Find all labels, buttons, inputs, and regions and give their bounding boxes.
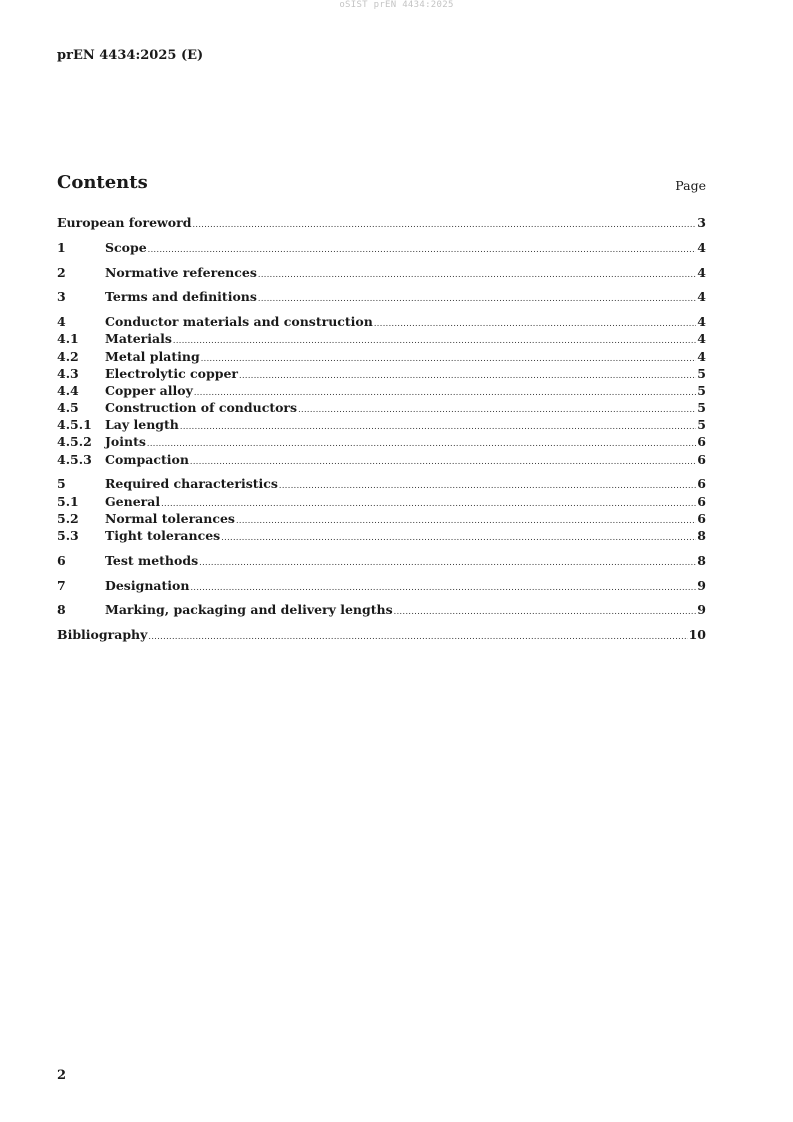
toc-leader-dots: [148, 632, 687, 641]
toc-entry-page: 4: [697, 348, 706, 364]
toc-entry[interactable]: [57, 215, 706, 232]
toc-entry[interactable]: [57, 511, 706, 528]
toc-entry[interactable]: [57, 383, 706, 400]
toc-entry[interactable]: [57, 417, 706, 434]
toc-leader-dots: [201, 354, 697, 363]
toc-entry[interactable]: [57, 627, 706, 644]
toc-entry[interactable]: [57, 240, 706, 257]
toc-entry-page: 4: [697, 239, 706, 255]
toc-leader-dots: [147, 439, 696, 448]
toc-entry-title: General: [105, 493, 161, 509]
toc-entry-page: 4: [697, 264, 706, 280]
toc-entry-page: 4: [697, 289, 706, 305]
page-column-label: Page: [675, 178, 706, 193]
toc-entry[interactable]: [57, 476, 706, 493]
toc-entry-number: 4.1: [57, 331, 79, 347]
toc-entry-title: European foreword: [57, 215, 192, 230]
toc-entry-page: 6: [697, 510, 706, 526]
toc-entry-number: 3: [57, 289, 66, 305]
toc-entry-page: 8: [697, 527, 706, 543]
toc-leader-dots: [180, 422, 696, 431]
toc-leader-dots: [221, 533, 696, 542]
contents-header: [57, 172, 706, 198]
toc-leader-dots: [190, 583, 696, 592]
toc-leader-dots: [394, 607, 697, 616]
toc-entry-page: 10: [688, 627, 706, 643]
table-of-contents: [57, 215, 706, 644]
toc-entry-page: 6: [697, 476, 706, 492]
toc-entry[interactable]: [57, 553, 706, 570]
toc-entry-number: 5.1: [57, 493, 79, 509]
toc-entry[interactable]: [57, 400, 706, 417]
toc-entry-title: Construction of conductors: [105, 400, 298, 416]
toc-entry[interactable]: [57, 366, 706, 383]
toc-entry-number: 7: [57, 577, 66, 593]
toc-entry-title: Compaction: [105, 451, 189, 467]
toc-entry-page: 4: [697, 314, 706, 330]
toc-entry-page: 5: [697, 400, 706, 416]
toc-entry-number: 6: [57, 552, 66, 568]
toc-entry-page: 5: [697, 365, 706, 381]
toc-entry-number: 4.5.2: [57, 434, 92, 450]
toc-entry-title: Normative references: [105, 264, 257, 280]
toc-entry-page: 5: [697, 417, 706, 433]
toc-entry[interactable]: [57, 434, 706, 451]
toc-leader-dots: [258, 294, 696, 303]
toc-leader-dots: [298, 405, 696, 414]
toc-leader-dots: [161, 499, 696, 508]
toc-leader-dots: [192, 220, 696, 229]
toc-entry-page: 6: [697, 434, 706, 450]
toc-entry-page: 6: [697, 493, 706, 509]
toc-leader-dots: [194, 388, 696, 397]
toc-leader-dots: [173, 336, 696, 345]
toc-entry-number: 5: [57, 476, 66, 492]
toc-entry-number: 4.5.3: [57, 451, 92, 467]
toc-entry[interactable]: [57, 349, 706, 366]
toc-entry[interactable]: [57, 578, 706, 595]
toc-entry[interactable]: [57, 602, 706, 619]
toc-entry-title: Bibliography: [57, 627, 148, 643]
toc-entry-title: Test methods: [105, 552, 199, 568]
toc-leader-dots: [148, 245, 697, 254]
toc-entry-page: 4: [697, 331, 706, 347]
toc-entry[interactable]: [57, 265, 706, 282]
toc-entry-title: Electrolytic copper: [105, 365, 239, 381]
toc-entry-title: Joints: [105, 434, 146, 450]
toc-entry-title: Scope: [105, 239, 147, 255]
toc-entry-title: Materials: [105, 331, 172, 347]
toc-leader-dots: [199, 558, 696, 567]
toc-entry-page: 3: [697, 215, 706, 230]
toc-entry-number: 8: [57, 602, 66, 618]
toc-entry-number: 5.2: [57, 510, 79, 526]
document-id: prEN 4434:2025 (E): [57, 48, 204, 63]
toc-entry-title: Conductor materials and construction: [105, 314, 373, 330]
toc-entry-title: Metal plating: [105, 348, 200, 364]
contents-title: Contents: [57, 172, 148, 193]
toc-entry-number: 1: [57, 239, 66, 255]
toc-entry-title: Lay length: [105, 417, 179, 433]
toc-entry-page: 5: [697, 382, 706, 398]
toc-entry-number: 4.4: [57, 382, 79, 398]
toc-entry-number: 4.2: [57, 348, 79, 364]
toc-entry[interactable]: [57, 452, 706, 469]
toc-entry-title: Copper alloy: [105, 382, 193, 398]
toc-entry[interactable]: [57, 528, 706, 545]
toc-entry-number: 2: [57, 264, 66, 280]
toc-entry-page: 9: [697, 602, 706, 618]
toc-entry-number: 4.5: [57, 400, 79, 416]
toc-leader-dots: [239, 371, 696, 380]
toc-entry-number: 5.3: [57, 527, 79, 543]
toc-entry[interactable]: [57, 314, 706, 331]
toc-leader-dots: [374, 319, 696, 328]
toc-entry[interactable]: [57, 494, 706, 511]
toc-leader-dots: [236, 516, 696, 525]
toc-entry-title: Required characteristics: [105, 476, 278, 492]
toc-entry[interactable]: [57, 289, 706, 306]
toc-entry-page: 8: [697, 552, 706, 568]
toc-entry-number: 4: [57, 314, 66, 330]
toc-entry-title: Terms and definitions: [105, 289, 257, 305]
watermark: oSIST prEN 4434:2025: [339, 0, 454, 10]
toc-leader-dots: [190, 457, 696, 466]
toc-entry[interactable]: [57, 331, 706, 348]
toc-entry-number: 4.3: [57, 365, 79, 381]
toc-entry-title: Tight tolerances: [105, 527, 221, 543]
toc-entry-page: 9: [697, 577, 706, 593]
page-number: 2: [57, 1068, 67, 1083]
toc-entry-page: 6: [697, 451, 706, 467]
toc-entry-title: Marking, packaging and delivery lengths: [105, 602, 393, 618]
toc-leader-dots: [258, 270, 696, 279]
toc-entry-title: Designation: [105, 577, 190, 593]
toc-entry-title: Normal tolerances: [105, 510, 235, 526]
toc-leader-dots: [279, 481, 696, 490]
toc-entry-number: 4.5.1: [57, 417, 92, 433]
